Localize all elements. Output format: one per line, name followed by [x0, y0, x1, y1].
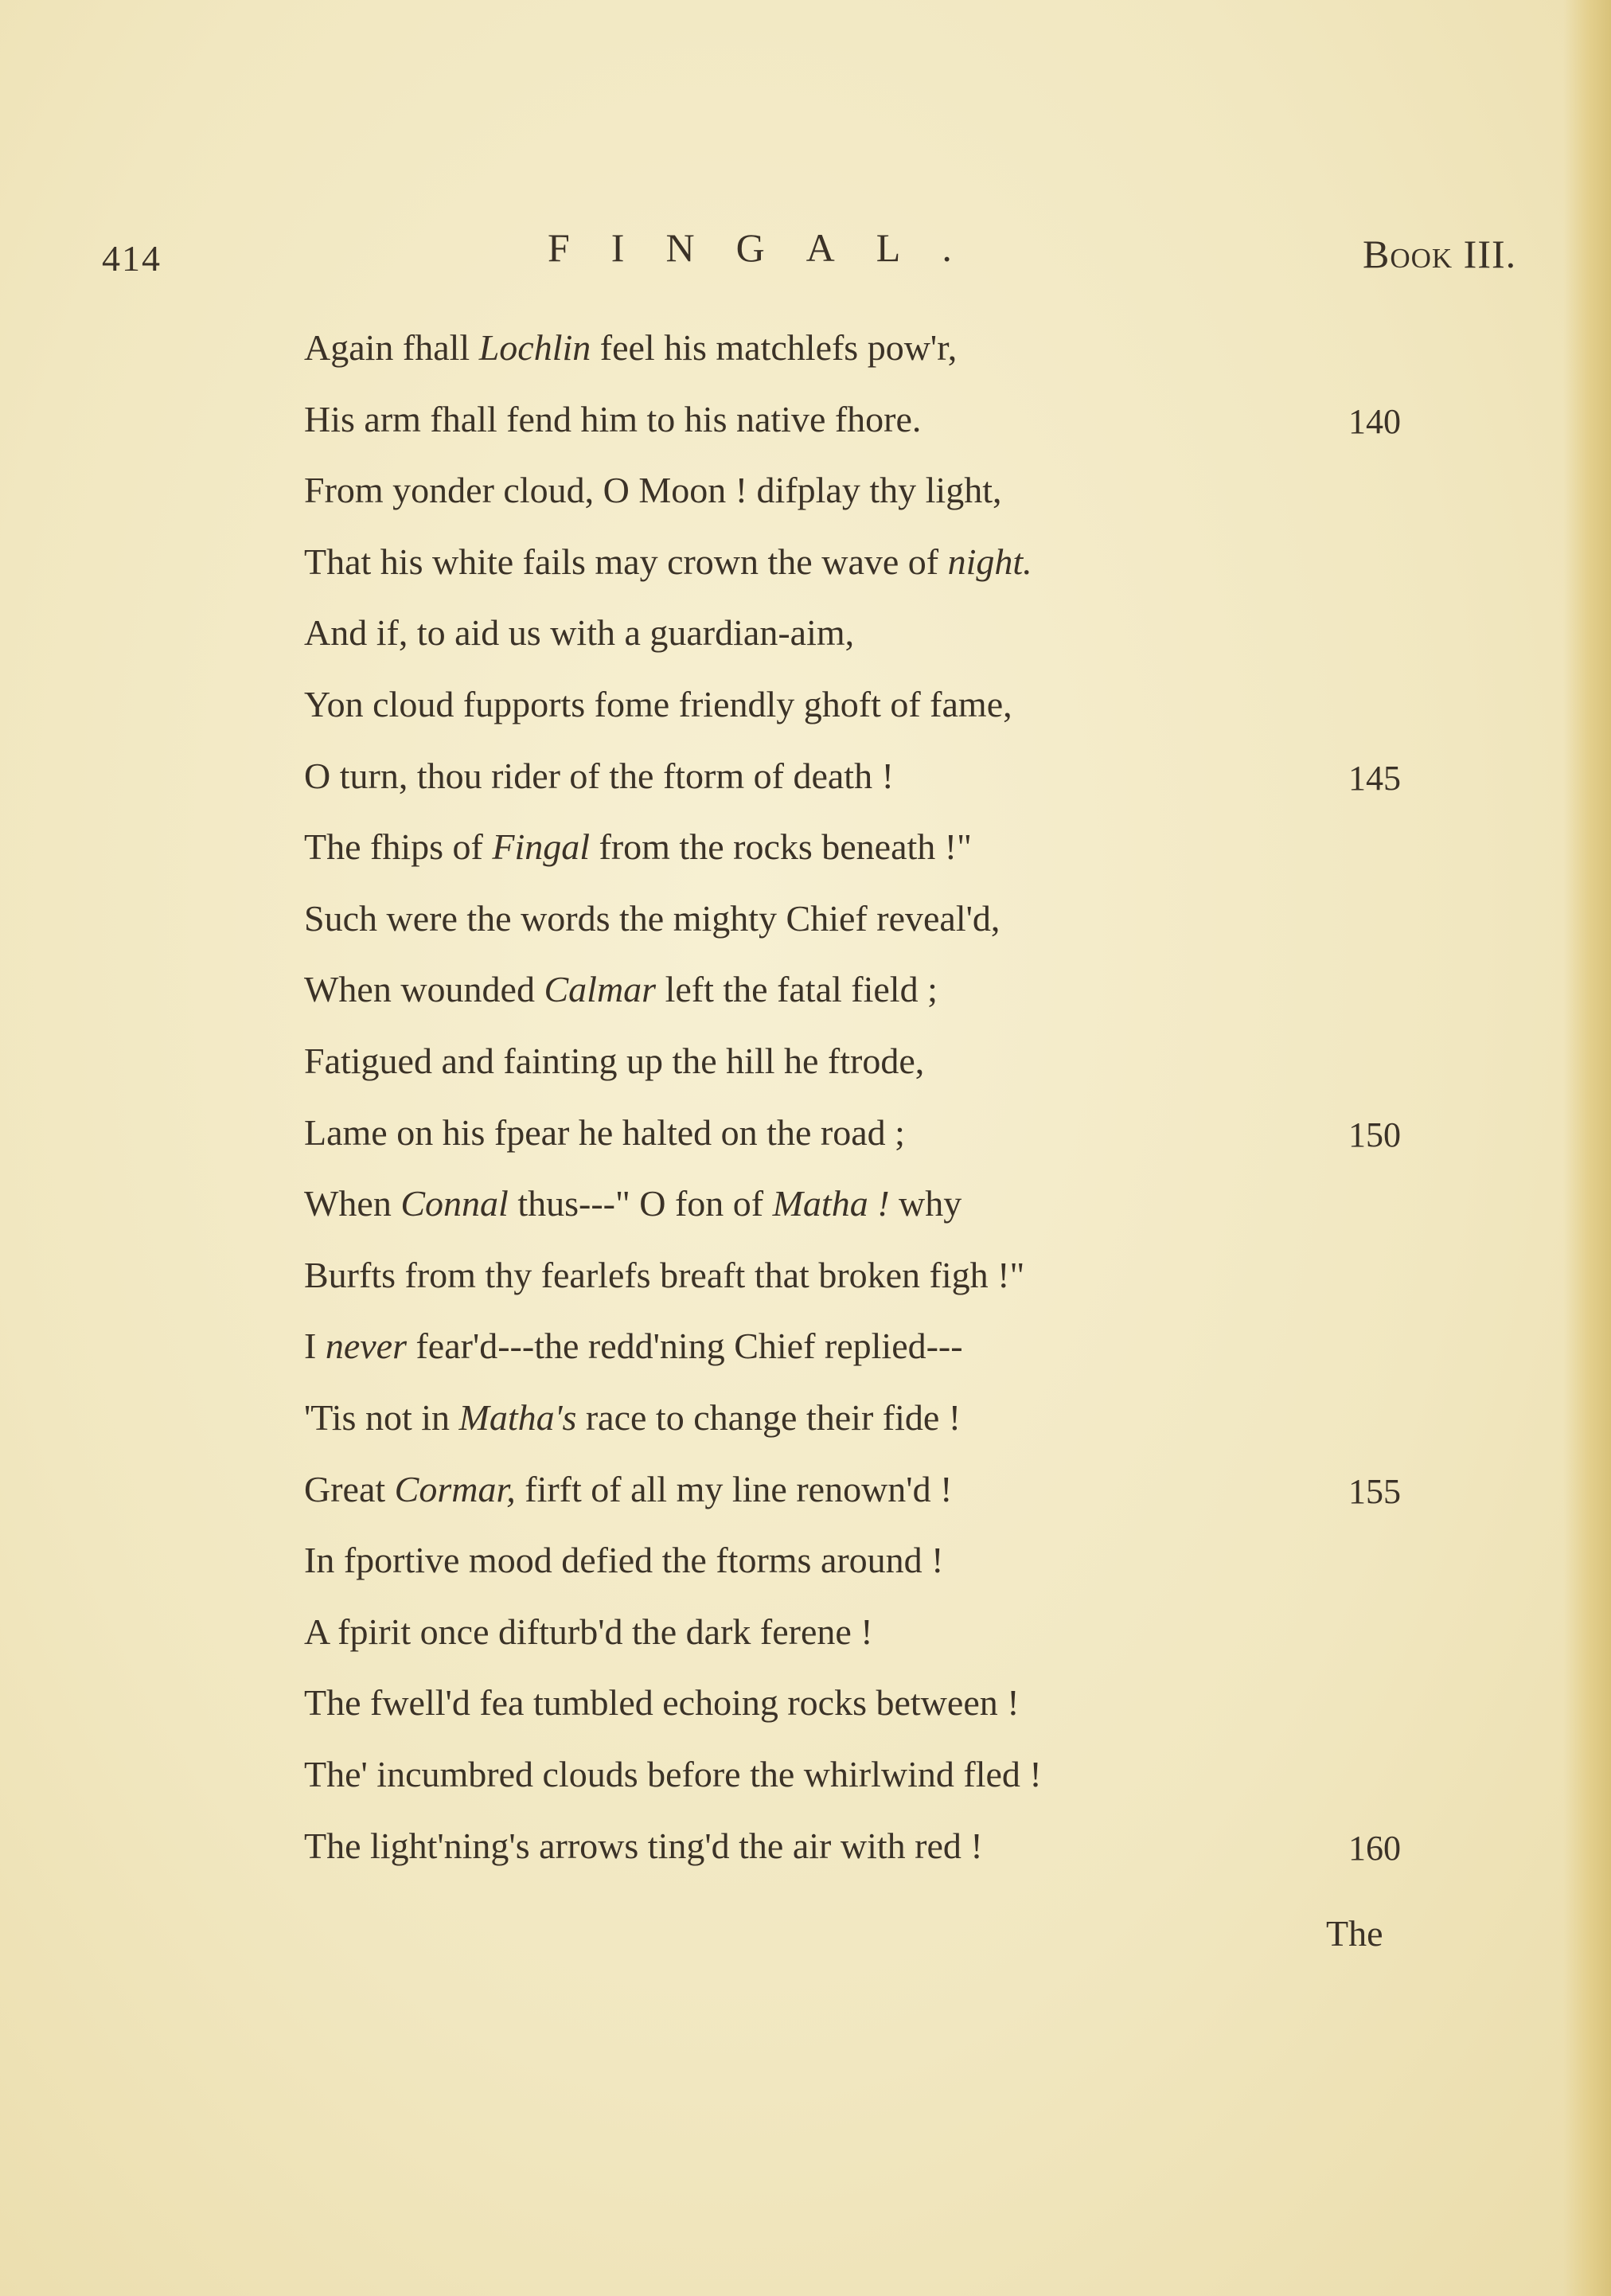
text-segment: left the fatal field ; [656, 969, 938, 1009]
text-segment: A fpirit once difturb'd the dark ferene ! [304, 1611, 873, 1652]
text-segment: thus---" O fon of [508, 1183, 773, 1224]
text-segment: I [304, 1326, 326, 1366]
catchword: The [1326, 1913, 1383, 1954]
poem-line [304, 1682, 1020, 1723]
line-number: 155 [1348, 1472, 1401, 1511]
text-segment: fear'd---the redd'ning Chief replied--- [406, 1326, 963, 1366]
poem-line [304, 1397, 962, 1438]
text-segment: Great [304, 1469, 395, 1509]
text-segment: Lame on his fpear he halted on the road ; [304, 1112, 905, 1153]
italic-text: Fingal [492, 826, 591, 867]
poem-line [304, 971, 938, 1008]
text-segment: When [304, 1183, 401, 1224]
book-label: Book III. [1363, 232, 1517, 276]
text-segment: Such were the words the mighty Chief reveal'd, [304, 898, 1001, 939]
text-segment: The' incumbred clouds before the whirlwind fled ! [304, 1754, 1042, 1794]
poem-line [304, 900, 1000, 937]
running-title: FINGAL. [548, 225, 993, 270]
text-segment: from the rocks beneath !" [590, 826, 972, 867]
page-number: 414 [102, 238, 162, 279]
italic-text: Matha's [458, 1397, 577, 1438]
italic-text: Matha ! [772, 1183, 890, 1224]
text-segment: The fwell'd fea tumbled echoing rocks between ! [304, 1682, 1020, 1723]
line-number: 160 [1348, 1829, 1401, 1868]
italic-text: Cormar, [394, 1469, 516, 1509]
poem-line [304, 1328, 963, 1365]
text-segment: And if, to aid us with a guardian-aim, [304, 612, 855, 653]
text-segment: Again fhall [304, 327, 479, 368]
poem-line [304, 1825, 983, 1866]
poem-line [304, 1471, 952, 1508]
text-segment: 'Tis not in [304, 1397, 459, 1438]
page-edge-shadow [1563, 0, 1611, 2296]
text-segment: When wounded [304, 969, 544, 1009]
poem-line [304, 826, 972, 867]
text-segment: why [889, 1183, 962, 1224]
text-segment: His arm fhall fend him to his native fhore. [304, 399, 922, 439]
text-segment: In fportive mood defied the ftorms around ! [304, 1540, 944, 1580]
text-segment: feel his matchlefs pow'r, [591, 327, 958, 368]
italic-text: Lochlin [478, 327, 591, 368]
text-segment: That his white fails may crown the wave of [304, 541, 948, 582]
poem-line [304, 1542, 944, 1579]
poem-line [304, 472, 1001, 509]
italic-text: night. [947, 541, 1032, 582]
poem-line [304, 1611, 873, 1652]
line-number: 140 [1348, 402, 1401, 441]
text-segment: Yon cloud fupports fome friendly ghoft of fame, [304, 684, 1012, 724]
italic-text: never [325, 1326, 407, 1366]
poem-line [304, 612, 855, 653]
line-number: 145 [1348, 759, 1401, 798]
poem-line [304, 1756, 1042, 1793]
poem-line [304, 1185, 962, 1222]
text-segment: From yonder cloud, O Moon ! difplay thy light, [304, 470, 1002, 510]
text-segment: firft of all my line renown'd ! [515, 1469, 953, 1509]
poem-line [304, 686, 1012, 723]
poem-line [304, 401, 921, 438]
text-segment: The fhips of [304, 826, 493, 867]
poem-line [304, 1257, 1024, 1294]
text-segment: Fatigued and fainting up the hill he ftrode, [304, 1041, 925, 1081]
poem-line [304, 541, 1032, 582]
italic-text: Calmar [544, 969, 657, 1009]
poem-line [304, 1043, 924, 1080]
text-segment: The light'ning's arrows ting'd the air with red ! [304, 1825, 983, 1866]
text-segment: O turn, thou rider of the ftorm of death ! [304, 756, 894, 796]
poem-line [304, 1112, 905, 1153]
text-segment: Burfts from thy fearlefs breaft that broken figh !" [304, 1255, 1025, 1295]
text-segment: race to change their fide ! [576, 1397, 962, 1438]
line-number: 150 [1348, 1115, 1401, 1154]
poem-line [304, 758, 894, 795]
poem-line [304, 327, 958, 368]
italic-text: Connal [400, 1183, 509, 1224]
